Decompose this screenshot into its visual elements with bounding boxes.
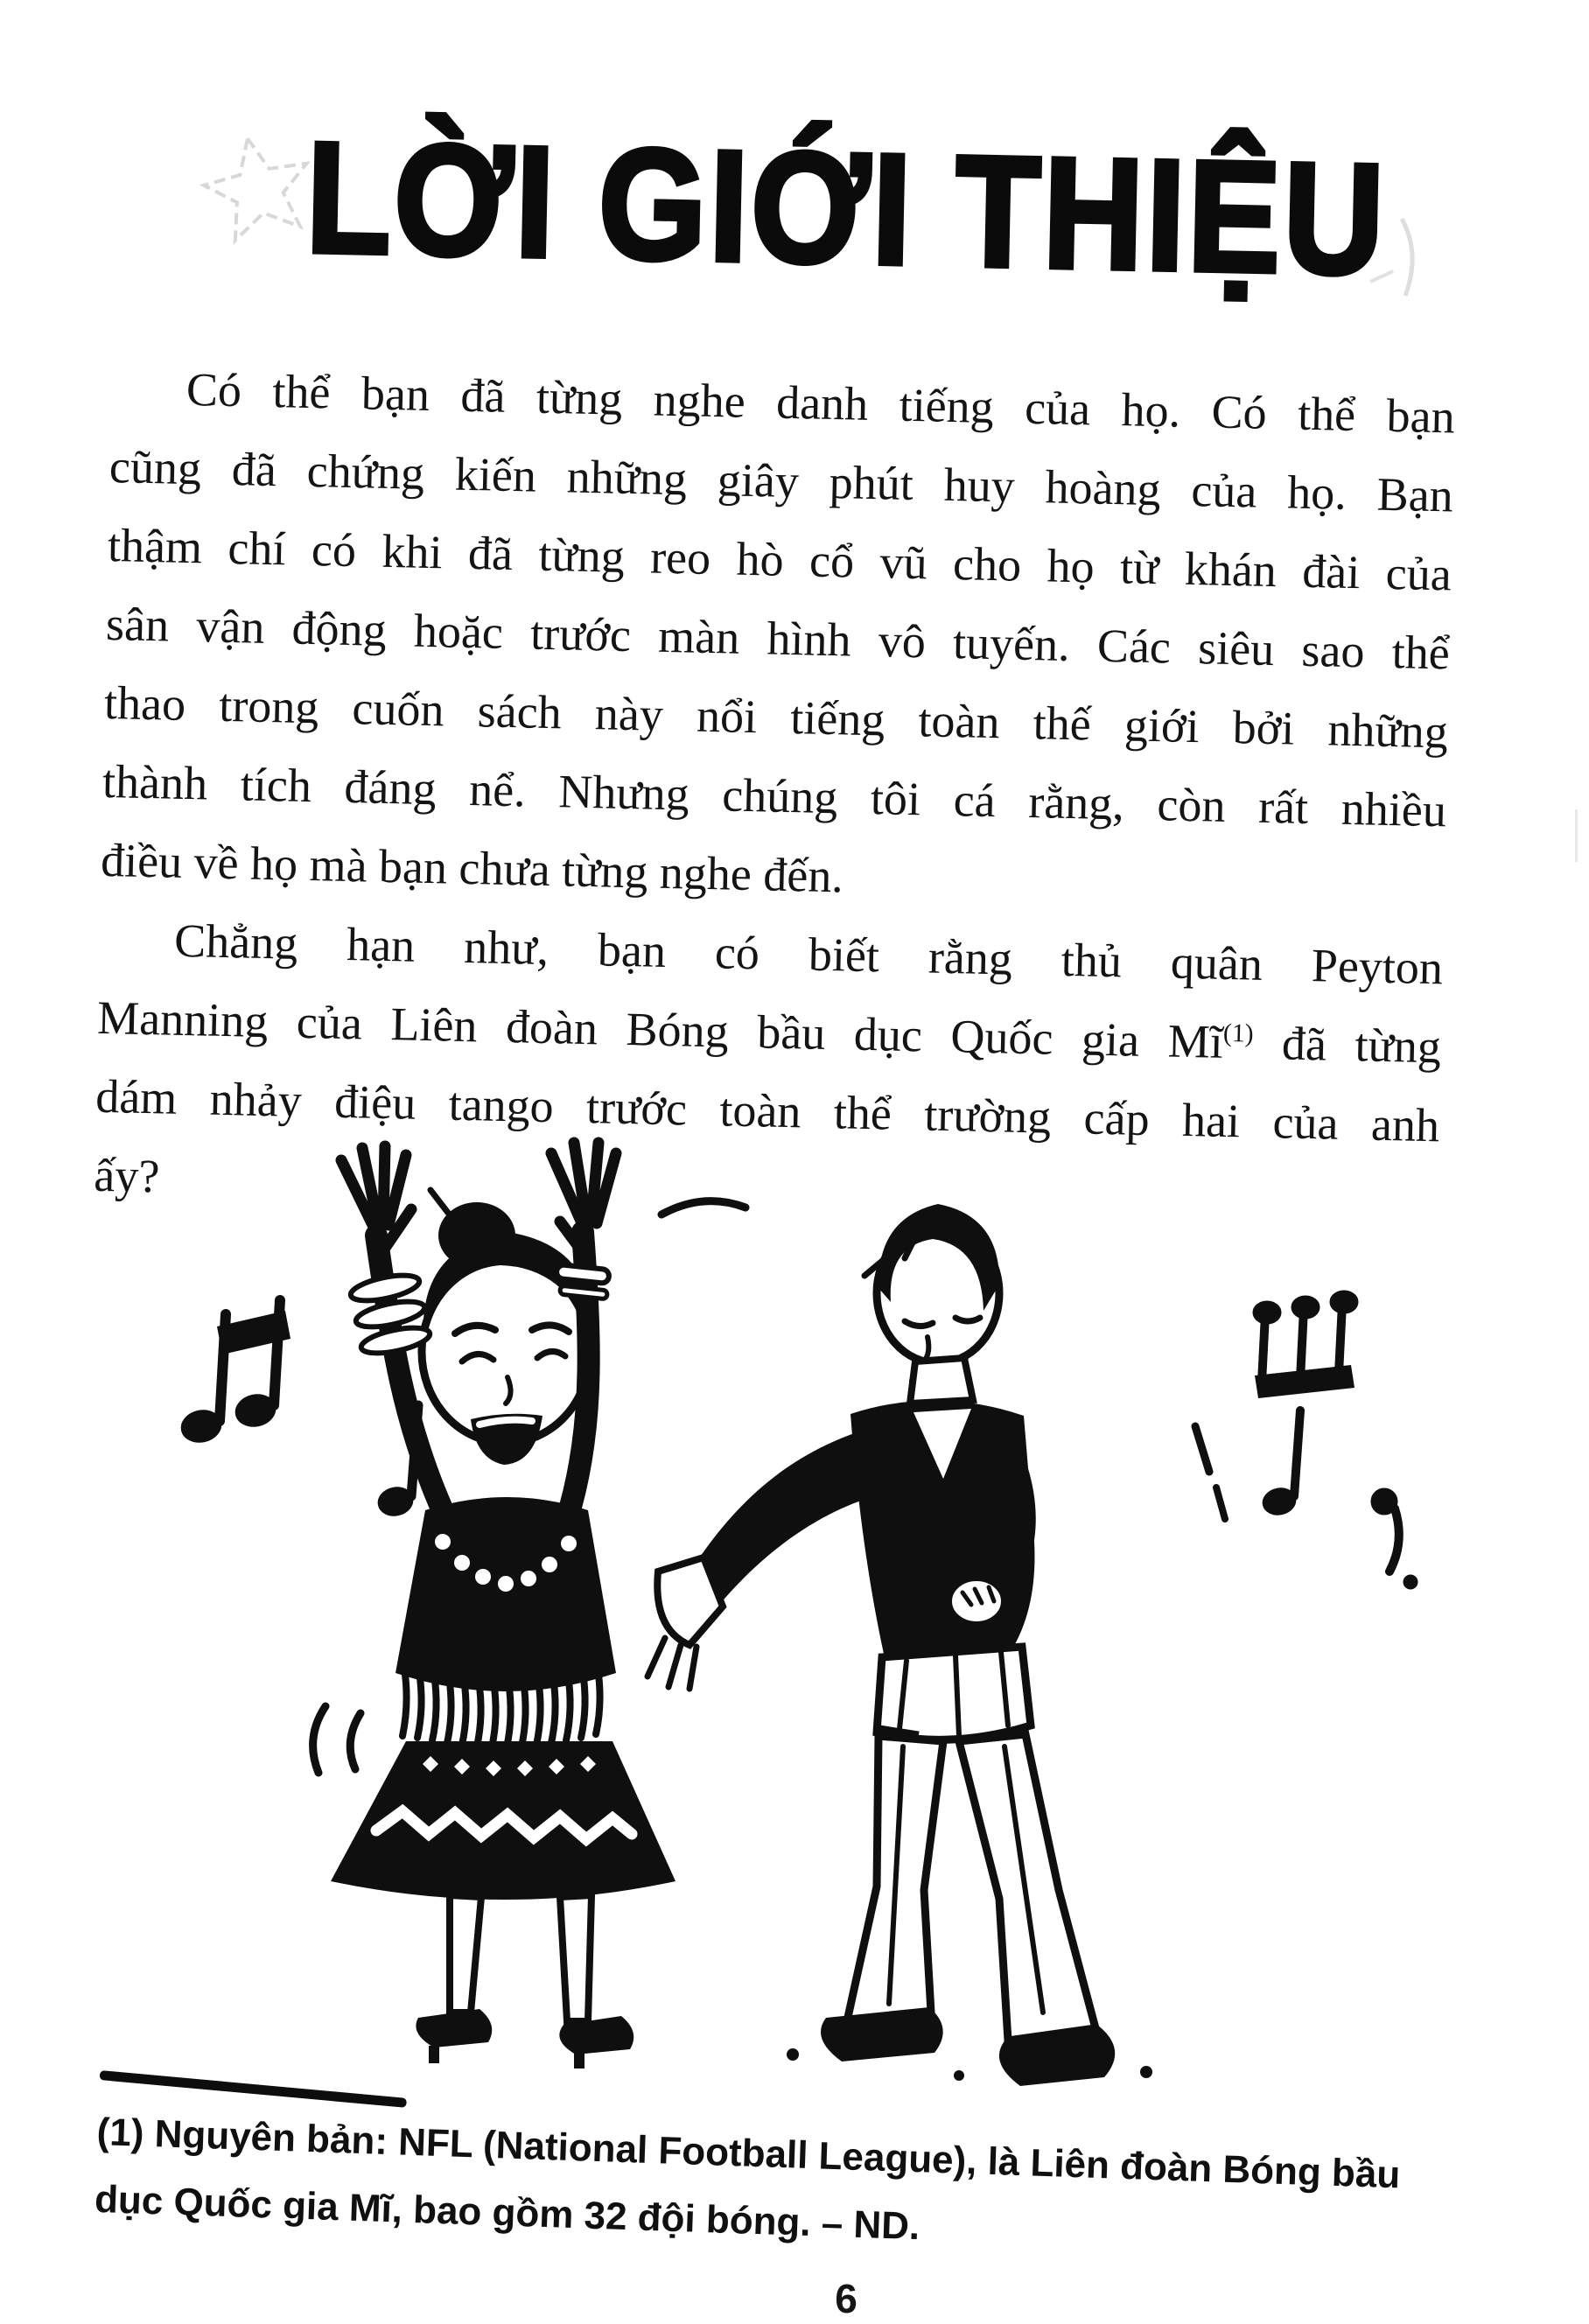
text-line: ấy? <box>93 1148 160 1203</box>
text-line: Có thể bạn đã từng nghe danh tiếng của họ. Có thể bạn <box>186 362 1456 444</box>
text-line: cũng đã chứng kiến những giây phút huy hoàng của họ. Bạn <box>108 439 1454 522</box>
text-line: Manning của Liên đoàn Bóng bầu dục Quốc gia Mĩ$^{(1)}$ đã từng <box>96 990 1442 1074</box>
paragraph <box>93 900 1443 1243</box>
text-line: thao trong cuốn sách này nổi tiếng toàn thế giới bởi những <box>103 676 1449 759</box>
footnote-ref: (1) <box>1222 1018 1254 1048</box>
text-line: điều về họ mà bạn chưa từng nghe đến. <box>100 833 844 903</box>
man-dancer-figure <box>648 1204 1152 2086</box>
text-line: Chẳng hạn như, bạn có biết rằng thủ quân Peyton <box>173 914 1444 995</box>
page-title-text: LỜI GIỚI THIỆU <box>304 109 1390 309</box>
paragraph <box>100 348 1455 928</box>
text-line: dám nhảy điệu tango trước toàn thể trường cấp hai của anh <box>94 1069 1440 1152</box>
text-line: thậm chí có khi đã từng reo hò cổ vũ cho họ từ khán đài của <box>107 518 1452 601</box>
footnote-line: dục Quốc gia Mĩ, bao gồm 32 đội bóng. – ND. <box>94 2177 921 2249</box>
footnote-line: (1) Nguyên bản: NFL (National Football League), là Liên đoàn Bóng bầu <box>95 2110 1402 2197</box>
text-line: sân vận động hoặc trước màn hình vô tuyến. Các siêu sao thể <box>105 597 1451 680</box>
body-text <box>93 348 1455 1243</box>
woman-dancer-figure <box>313 1143 676 2068</box>
page-number: 6 <box>835 2276 858 2321</box>
page-title <box>0 93 1589 323</box>
text-line: thành tích đáng nể. Nhưng chúng tôi cá rằng, còn rất nhiều <box>102 754 1447 837</box>
